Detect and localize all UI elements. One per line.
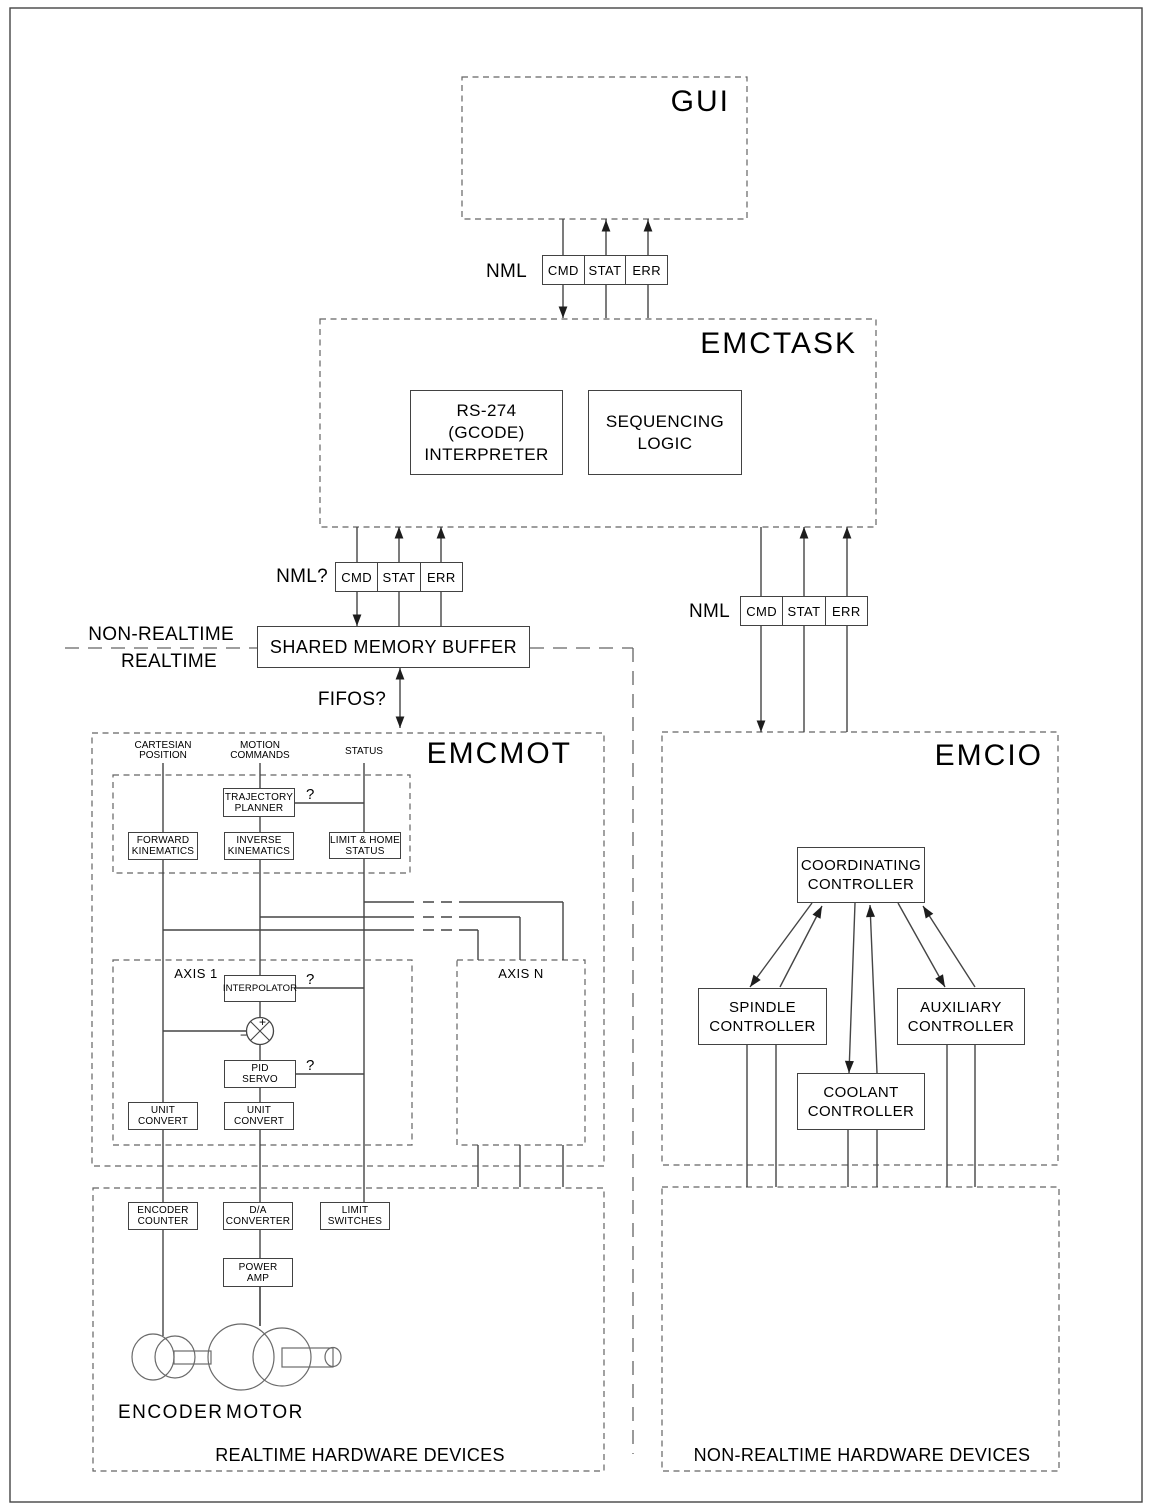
nml-io-cell-stat [782,597,824,625]
spindle-controller-box [698,988,827,1045]
emcio-title: EMCIO [934,739,1043,772]
unit-convert-box-left [128,1102,198,1130]
summing-minus-sign: − [240,1028,248,1042]
label-line: INVERSE [236,835,282,846]
fifos-label: FIFOS? [317,689,387,710]
encoder-face [155,1336,195,1378]
label-line: AUXILIARY [920,998,1002,1016]
label-line: LIMIT [341,1205,369,1216]
cell-label: CMD [341,569,373,585]
encoder-shaft [174,1351,211,1364]
gui-title: GUI [670,85,730,118]
axisn-label: AXIS N [498,966,544,981]
connector-lines [163,219,975,1336]
limit-home-status-box [329,832,401,859]
axisn-box [457,960,585,1145]
auxiliary-controller-box [897,988,1025,1045]
label-line: PLANNER [234,802,284,814]
label-line: PID [251,1063,269,1074]
emctask-title: EMCTASK [700,327,857,360]
cell-label: ERR [831,603,861,619]
column-header-motion [230,741,290,761]
label-line: ENCODER [137,1205,189,1216]
column-header-status [334,747,394,757]
forward-kinematics-box [128,832,198,860]
nml-gui-cell-cmd [543,256,584,284]
label-line: (GCODE) [448,422,525,442]
encoder-body [132,1334,174,1380]
label-line: SPINDLE [729,998,796,1016]
label-line: TRAJECTORY [224,791,294,803]
trajectory-planner-box [223,788,295,817]
nml-gui-cell-err [625,256,667,284]
nml-io-cell-err [825,597,867,625]
label-line: COOLANT [823,1083,899,1101]
nml-mot-row [335,562,463,592]
label-line: SEQUENCING [605,411,725,431]
shared-memory-buffer-box [257,626,530,668]
label-line: SERVO [242,1074,278,1085]
nml-mot-label: NML? [276,566,328,587]
coordinating-controller-box [797,847,925,903]
cell-label: STAT [588,262,622,278]
label-line: RS-274 [456,400,517,420]
label-line: POSITION [139,750,187,761]
question-mark-pid: ? [306,1057,315,1074]
nml-io-cell-cmd [741,597,782,625]
label-line: INTERPOLATOR [222,983,298,994]
label-line: CONTROLLER [807,876,915,893]
divider-label-realtime: REALTIME [120,651,217,672]
sequencing-logic-box [588,390,742,475]
label-line: CONVERTER [225,1216,291,1227]
label-line: CONTROLLER [709,1017,816,1035]
question-mark-trajectory: ? [306,786,315,803]
emcmot-title: EMCMOT [426,737,572,770]
rs274-interpreter-box [410,390,563,475]
nml-mot-cell-err [420,563,462,591]
nml-io-row [740,596,868,626]
nonrealtime-hardware-caption: NON-REALTIME HARDWARE DEVICES [693,1445,1031,1465]
label-line: STATUS [345,845,385,857]
label-line: CARTESIAN [134,740,192,751]
limit-switches-box [320,1202,390,1230]
label-line: INTERPRETER [424,444,549,464]
cell-label: ERR [632,262,661,278]
label-line: LOGIC [637,433,693,453]
nonrealtime-hardware-box [662,1187,1059,1471]
label-line: KINEMATICS [131,846,195,857]
label-line: COORDINATING [800,857,922,874]
cell-label: CMD [547,262,579,278]
encoder-counter-box [128,1202,198,1230]
label-line: UNIT [246,1105,272,1116]
cell-label: CMD [746,603,778,619]
label-line: KINEMATICS [227,846,291,857]
power-amp-box [223,1258,293,1287]
nml-gui-row [542,255,668,285]
cell-label: STAT [787,603,821,619]
cell-label: STAT [382,569,416,585]
label-line: D/A [249,1205,267,1216]
nml-mot-cell-stat [377,563,419,591]
coolant-controller-box [797,1073,925,1130]
label-line: SHARED MEMORY BUFFER [269,636,518,657]
cell-label: ERR [426,569,456,585]
realtime-hardware-caption: REALTIME HARDWARE DEVICES [215,1445,505,1465]
nml-io-label: NML [688,601,730,622]
realtime-hardware-box [93,1188,604,1471]
divider-label-nonrealtime: NON-REALTIME [88,624,234,645]
label-line: CONTROLLER [807,1102,915,1120]
nml-mot-cell-cmd [336,563,377,591]
nml-gui-cell-stat [584,256,626,284]
label-line: CONVERT [233,1116,285,1127]
unit-convert-box-mid [224,1102,294,1130]
label-line: FORWARD [136,835,190,846]
label-line: MOTION [240,740,280,751]
motor-label: MOTOR [226,1402,304,1423]
axis1-label: AXIS 1 [174,966,218,981]
inverse-kinematics-box [224,832,294,860]
da-converter-box [223,1202,293,1230]
label-line: AMP [246,1272,270,1284]
summing-plus-sign: + [259,1015,267,1029]
pid-servo-box [224,1060,296,1088]
column-header-cartesian [133,741,193,761]
label-line: SWITCHES [327,1216,383,1227]
label-line: CONTROLLER [907,1017,1015,1035]
label-line: COUNTER [137,1216,189,1227]
label-line: CONVERT [137,1116,189,1127]
label-line: STATUS [345,746,383,757]
nml-gui-label: NML [485,261,527,282]
question-mark-interpolator: ? [306,971,315,988]
label-line: COMMANDS [230,750,290,761]
label-line: LIMIT & HOME [330,834,401,846]
label-line: POWER [238,1261,278,1273]
encoder-label: ENCODER [118,1402,224,1423]
interpolator-box [224,975,296,1002]
label-line: UNIT [150,1105,176,1116]
